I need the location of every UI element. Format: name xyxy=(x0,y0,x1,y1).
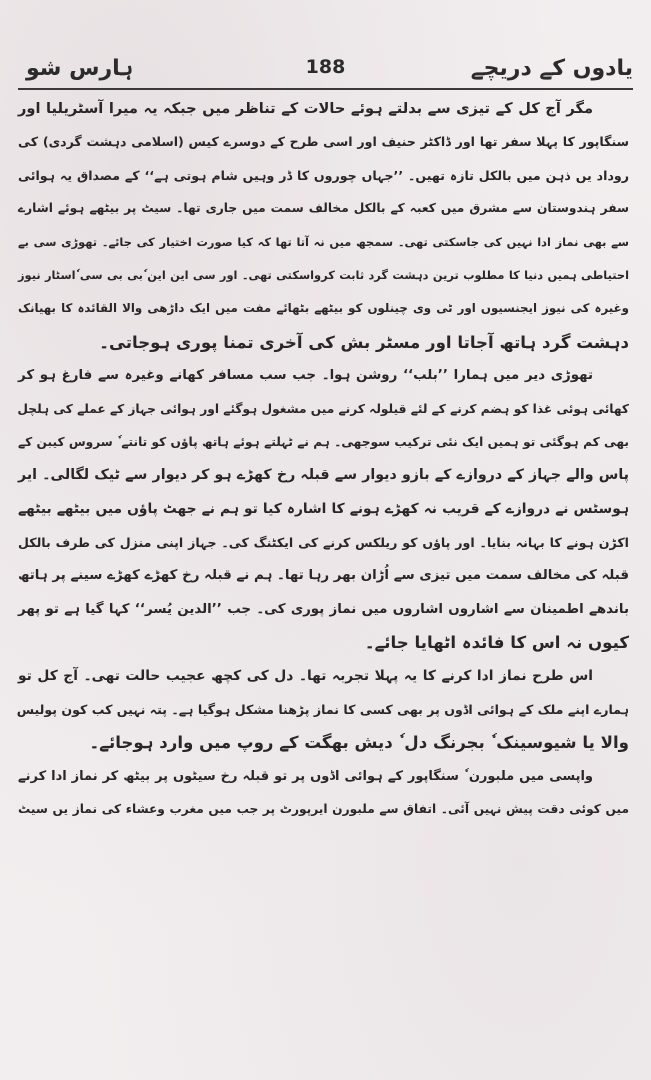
text-line: اکڑن ہونے کا بہانہ بنایا۔ اور پاؤں کو ریلکس کرنے کی ایکٹنگ کی۔ جہاز اپنی منزل کی طرف بالکل xyxy=(18,535,629,551)
text-line: وغیرہ کی نیوز ایجنسیوں اور ٹی وی چینلوں کو بیٹھے بٹھائے مفت میں ایک داڑھی والا القائدہ کا بھیانک xyxy=(18,301,629,316)
text-line: سنگاپور کا پہلا سفر تھا اور ڈاکٹر حنیف اور اسی طرح کے دوسرے کیس (اسلامی دہشت گردی) کی xyxy=(18,134,629,150)
author-name: ہارس شو xyxy=(26,56,134,81)
text-line: کیوں نہ اس کا فائدہ اٹھایا جائے۔ xyxy=(364,633,629,653)
text-line: پاس والے جہاز کے دروازے کے بازو دیوار سے قبلہ رخ کھڑے ہو کر دیوار سے ٹیک لگالی۔ ایر xyxy=(18,467,629,484)
body-text xyxy=(18,92,629,1020)
text-line: احتیاطی ہمیں دنیا کا مطلوب ترین دہشت گرد ثابت کرواسکتی تھی۔ اور سی این این ٗبی بی سی ٗاسٹار نیوز xyxy=(18,267,629,282)
page-number: 188 xyxy=(305,56,346,78)
text-line: روداد یں ذہن میں بالکل تازہ تھیں۔ ’’جہاں چوروں کا ڈر وہیں شام ہوتی ہے‘‘ کے مصداق یہ ہوائی xyxy=(18,167,629,183)
text-line: میں کوئی دقت پیش نہیں آئی۔ اتفاق سے ملبورن ایرپورٹ پر جب میں مغرب وعشاء کی نماز یں سیٹ xyxy=(18,802,629,817)
page-header xyxy=(18,52,633,88)
text-line: ہوسٹس نے دروازے کے قریب نہ کھڑے ہونے کا اشارہ کیا تو ہم نے جھٹ پاؤں میں بیٹھے بیٹھے xyxy=(18,500,629,517)
book-title: یادوں کے دریچے xyxy=(470,56,633,81)
text-line: دہشت گرد ہاتھ آجاتا اور مسٹر بش کی آخری تمنا پوری ہوجاتی۔ xyxy=(99,332,629,352)
text-line: بھی کم ہوگئی تو ہمیں ایک نئی ترکیب سوجھی۔ ہم نے ٹہلتے ہوئے ہاتھ پاؤں کو تانتے ٗ سروس کیبن کے xyxy=(18,434,629,449)
text-line: ہمارے اپنے ملک کے ہوائی اڈوں پر بھی کسی کا نماز پڑھنا مشکل ہوگیا ہے۔ پتہ نہیں کب کون پولیس xyxy=(16,702,629,718)
text-line: سفر ہندوستان سے مشرق میں کعبہ کے بالکل مخالف سمت میں جاری تھا۔ سیٹ پر بیٹھے ہوئے اشارے xyxy=(18,201,629,216)
text-line: مگر آج کل کے تیزی سے بدلتے ہوئے حالات کے تناظر میں جبکہ یہ میرا آسٹریلیا اور xyxy=(18,100,593,117)
header-divider xyxy=(18,88,633,90)
text-line: تھوڑی دیر میں ہمارا ’’بلب‘‘ روشن ہوا۔ جب سب مسافر کھانے وغیرہ سے فارغ ہو کر xyxy=(18,368,593,384)
text-line: کھائی ہوئی غذا کو ہضم کرنے کے لئے قیلولہ کرنے میں مشغول ہوگئے اور ہوائی جہاز کے عملے کی ہلچل xyxy=(17,401,629,416)
text-line: سے بھی نماز ادا نہیں کی جاسکتی تھی۔ سمجھ میں نہ آتا تھا کہ کیا صورت اختیار کی جائے۔ تھوڑی سی بے xyxy=(18,234,629,249)
text-line: باندھے اطمینان سے اشاروں اشاروں میں نماز پوری کی۔ جب ’’الدین یُسر‘‘ کہا گیا ہے تو پھر xyxy=(18,601,629,617)
text-line: واپسی میں ملبورن ٗ سنگاپور کے ہوائی اڈوں پر تو قبلہ رخ سیٹوں پر بیٹھ کر نماز ادا کرنے xyxy=(18,768,593,784)
text-line: قبلہ کی مخالف سمت میں تیزی سے اُڑان بھر رہا تھا۔ ہم نے قبلہ رخ کھڑے کھڑے سینے پر ہاتھ xyxy=(18,568,629,584)
text-line: والا یا شیوسینک ٗ بجرنگ دل ٗ دیش بھگت کے روپ میں وارد ہوجائے۔ xyxy=(89,733,629,753)
text-line: اس طرح نماز ادا کرنے کا یہ پہلا تجربہ تھا۔ دل کی کچھ عجیب حالت تھی۔ آج کل تو xyxy=(18,667,593,684)
